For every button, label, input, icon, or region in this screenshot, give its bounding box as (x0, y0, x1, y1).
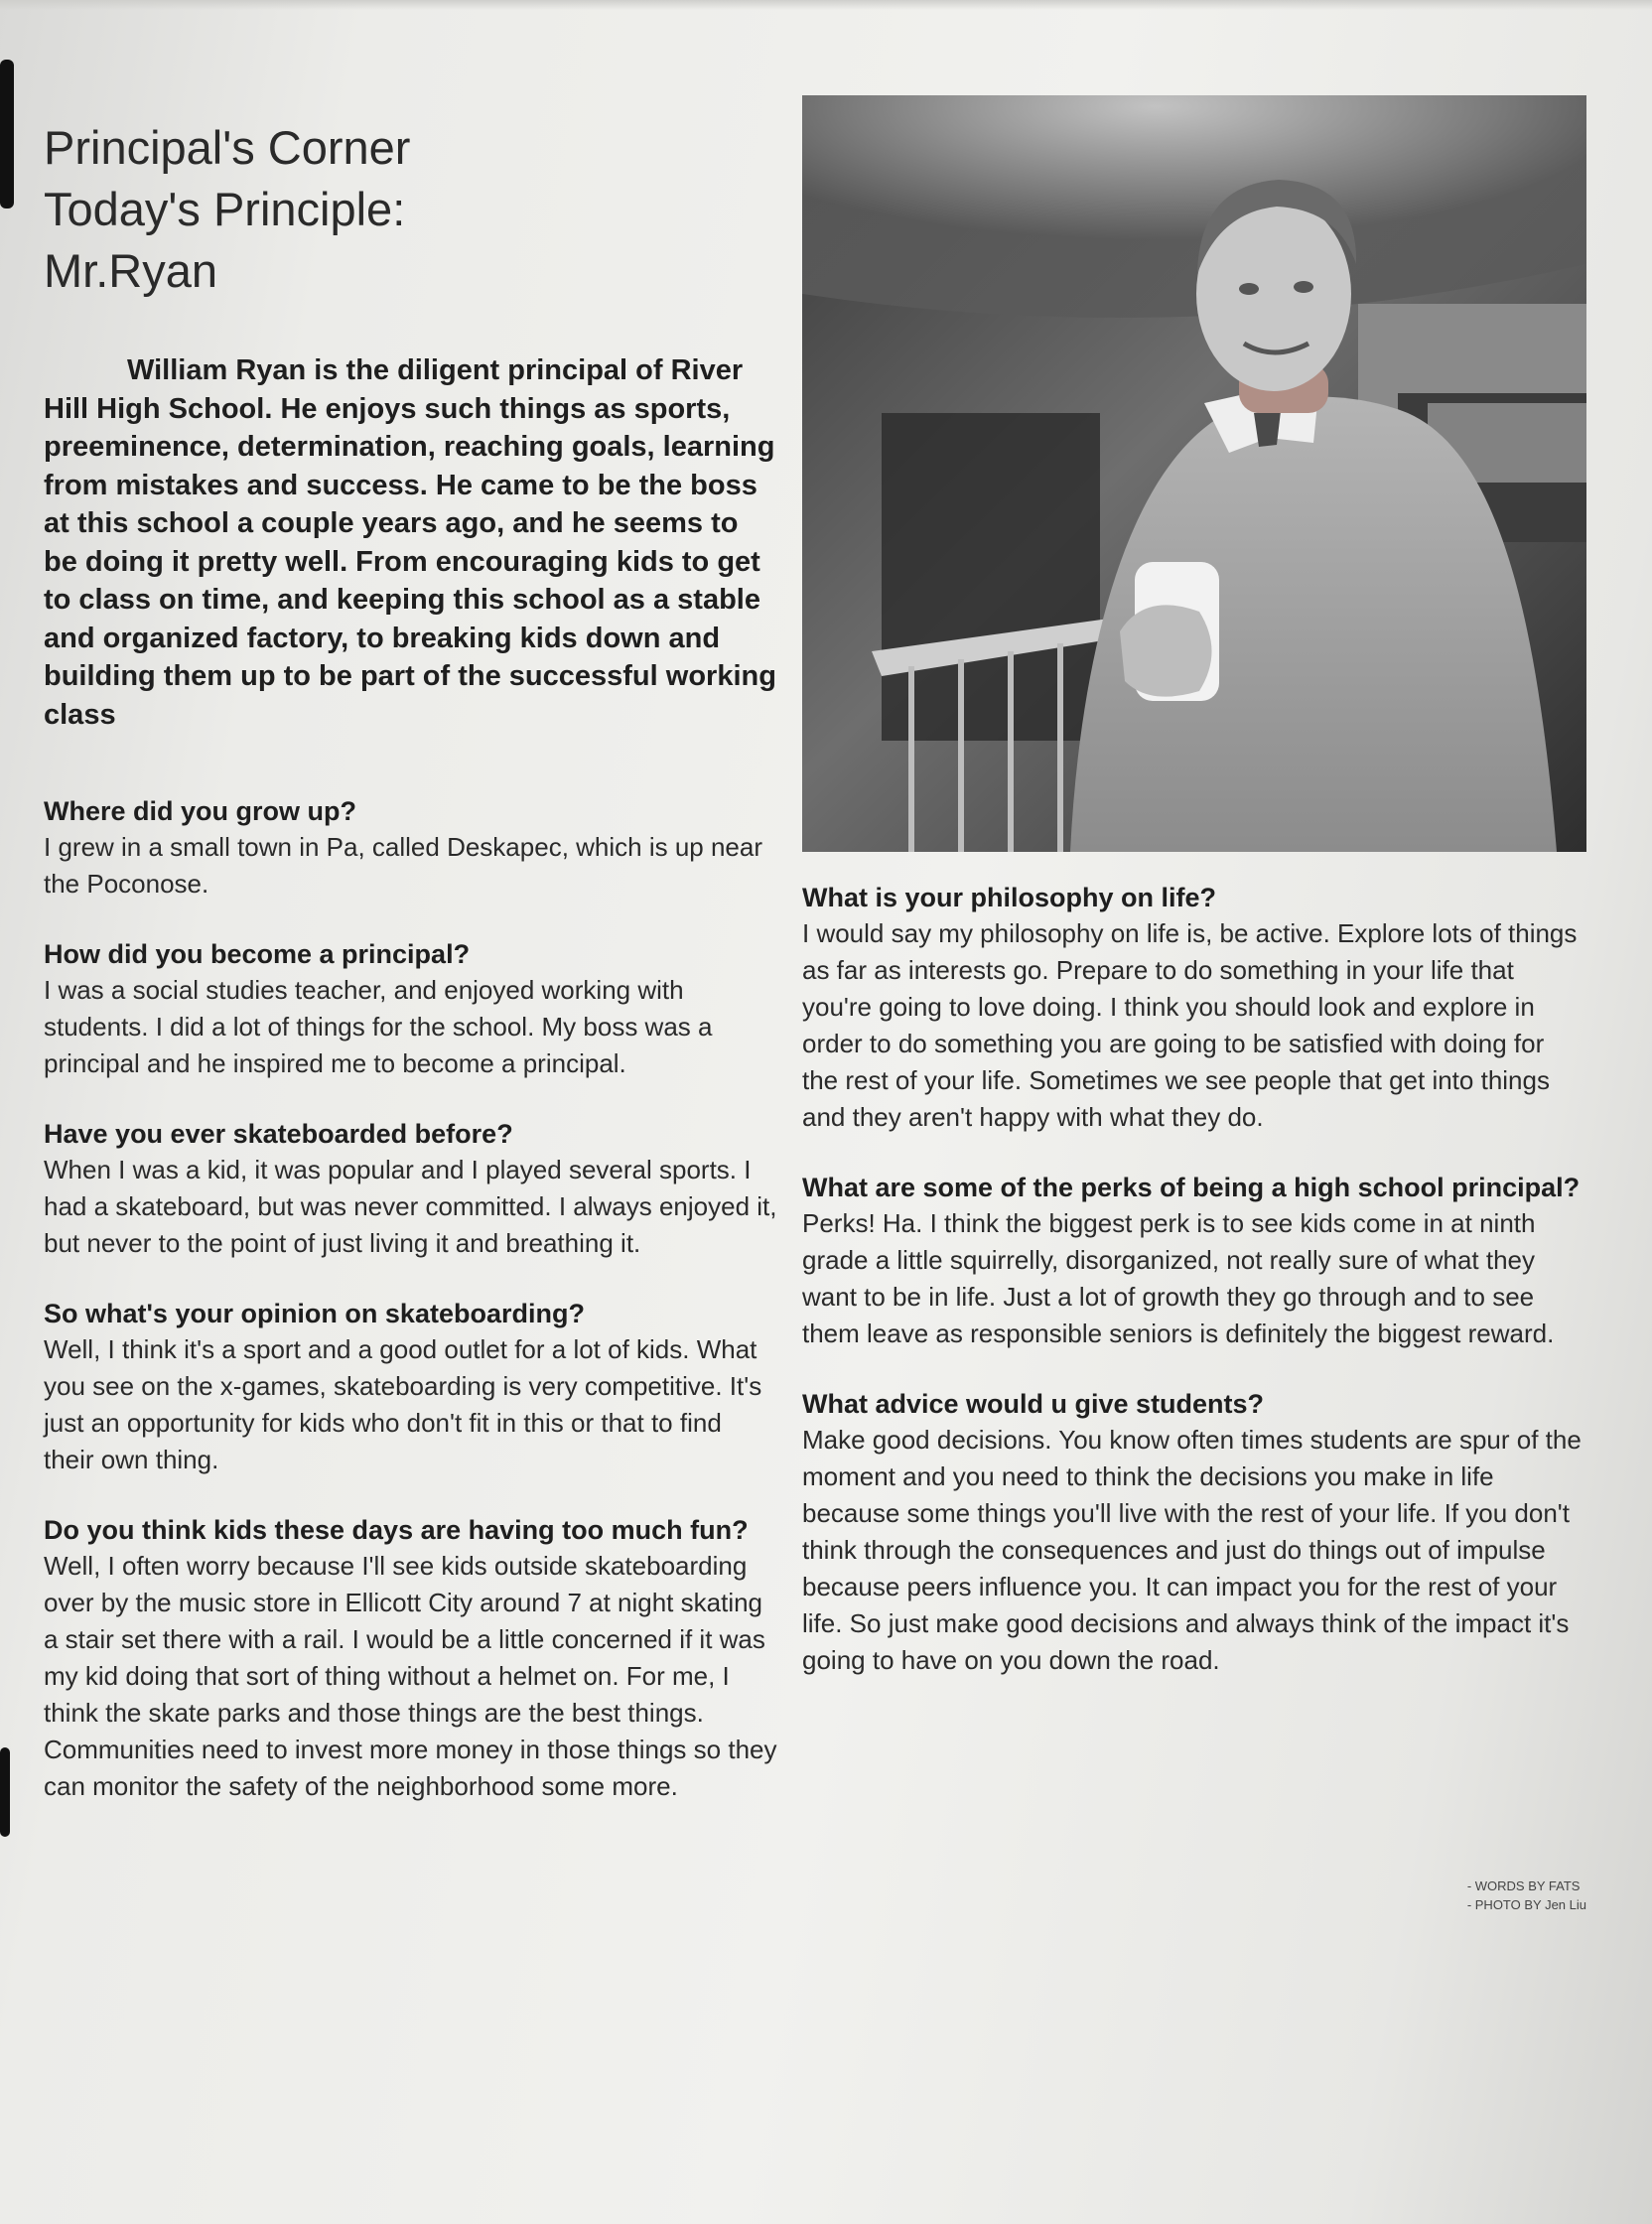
title-line-2: Today's Principle: (44, 183, 406, 235)
qa-item (802, 1170, 1586, 1352)
question: Where did you grow up? (44, 796, 356, 826)
answer: Make good decisions. You know often times students are spur of the moment and you need to think the decisions you make in life because some things you'll live with the rest of your life. If you don't think through the consequences and just do things out of impulse because peers influence you. It can impact you for the rest of your life. So just make good decisions and always think of the impact it's going to have on you down the road. (802, 1425, 1582, 1675)
question: What is your philosophy on life? (802, 883, 1216, 912)
question: Have you ever skateboarded before? (44, 1119, 513, 1149)
question: How did you become a principal? (44, 939, 471, 969)
intro-text: William Ryan is the diligent principal of River Hill High School. He enjoys such things as sports, preeminence, determination, reaching goals, learning from mistakes and success. He came to be the boss at this school a couple years ago, and he seems to be doing it pretty well. From encouraging kids to get to class on time, and keeping this school as a stable and organized factory, to breaking kids down and building them up to be part of the successful working class (44, 354, 776, 731)
question: Do you think kids these days are having too much fun? (44, 1515, 749, 1545)
title-line-1: Principal's Corner (44, 121, 411, 174)
question: What are some of the perks of being a high school principal? (802, 1173, 1581, 1202)
credits (1467, 1876, 1586, 1914)
qa-item (44, 1116, 778, 1262)
title-line-3: Mr.Ryan (44, 244, 217, 297)
page-top-edge (0, 0, 1652, 10)
photo-credit: - PHOTO BY Jen Liu (1466, 1897, 1586, 1912)
qa-item (44, 936, 778, 1082)
article-title (44, 117, 778, 302)
intro-paragraph (44, 351, 778, 734)
right-column (802, 95, 1586, 1713)
answer: I was a social studies teacher, and enjoyed working with students. I did a lot of things for the school. My boss was a principal and he inspired me to become a principal. (44, 975, 713, 1078)
words-credit: - WORDS BY FATS (1466, 1878, 1581, 1893)
question: So what's your opinion on skateboarding? (44, 1299, 585, 1328)
answer: Perks! Ha. I think the biggest perk is to see kids come in at ninth grade a little squirrelly, disorganized, not really sure of what they want to be in life. Just a lot of growth they go through and to see them leave as responsible seniors is definitely the biggest reward. (802, 1208, 1555, 1348)
qa-item (44, 793, 778, 903)
answer: I would say my philosophy on life is, be active. Explore lots of things as far as interests go. Prepare to do something in your life that you're going to love doing. I think you should look and explore in order to do something you are going to be satisfied with doing for the rest of your life. Sometimes we see people that get into things and they aren't happy with what they do. (802, 918, 1578, 1132)
answer: Well, I think it's a sport and a good outlet for a lot of kids. What you see on the x-games, skateboarding is very competitive. It's just an opportunity for kids who don't fit in this or that to find their own thing. (44, 1334, 762, 1474)
question: What advice would u give students? (802, 1389, 1265, 1419)
answer: When I was a kid, it was popular and I played several sports. I had a skateboard, but was never committed. I always enjoyed it, but never to the point of just living it and breathing it. (44, 1155, 777, 1258)
qa-item (802, 1386, 1586, 1679)
qa-item (44, 1512, 778, 1805)
binding-mark (0, 60, 14, 208)
principal-photo (802, 95, 1586, 852)
qa-item (802, 880, 1586, 1136)
binding-mark (0, 1747, 10, 1837)
qa-item (44, 1296, 778, 1478)
answer: I grew in a small town in Pa, called Deskapec, which is up near the Poconose. (44, 832, 763, 899)
left-column (44, 117, 778, 1839)
answer: Well, I often worry because I'll see kids outside skateboarding over by the music store in Ellicott City around 7 at night skating a stair set there with a rail. I would be a little concerned if it was my kid doing that sort of thing without a helmet on. For me, I think the skate parks and those things are the best things. Communities need to invest more money in those things so they can monitor the safety of the neighborhood some more. (44, 1551, 777, 1801)
